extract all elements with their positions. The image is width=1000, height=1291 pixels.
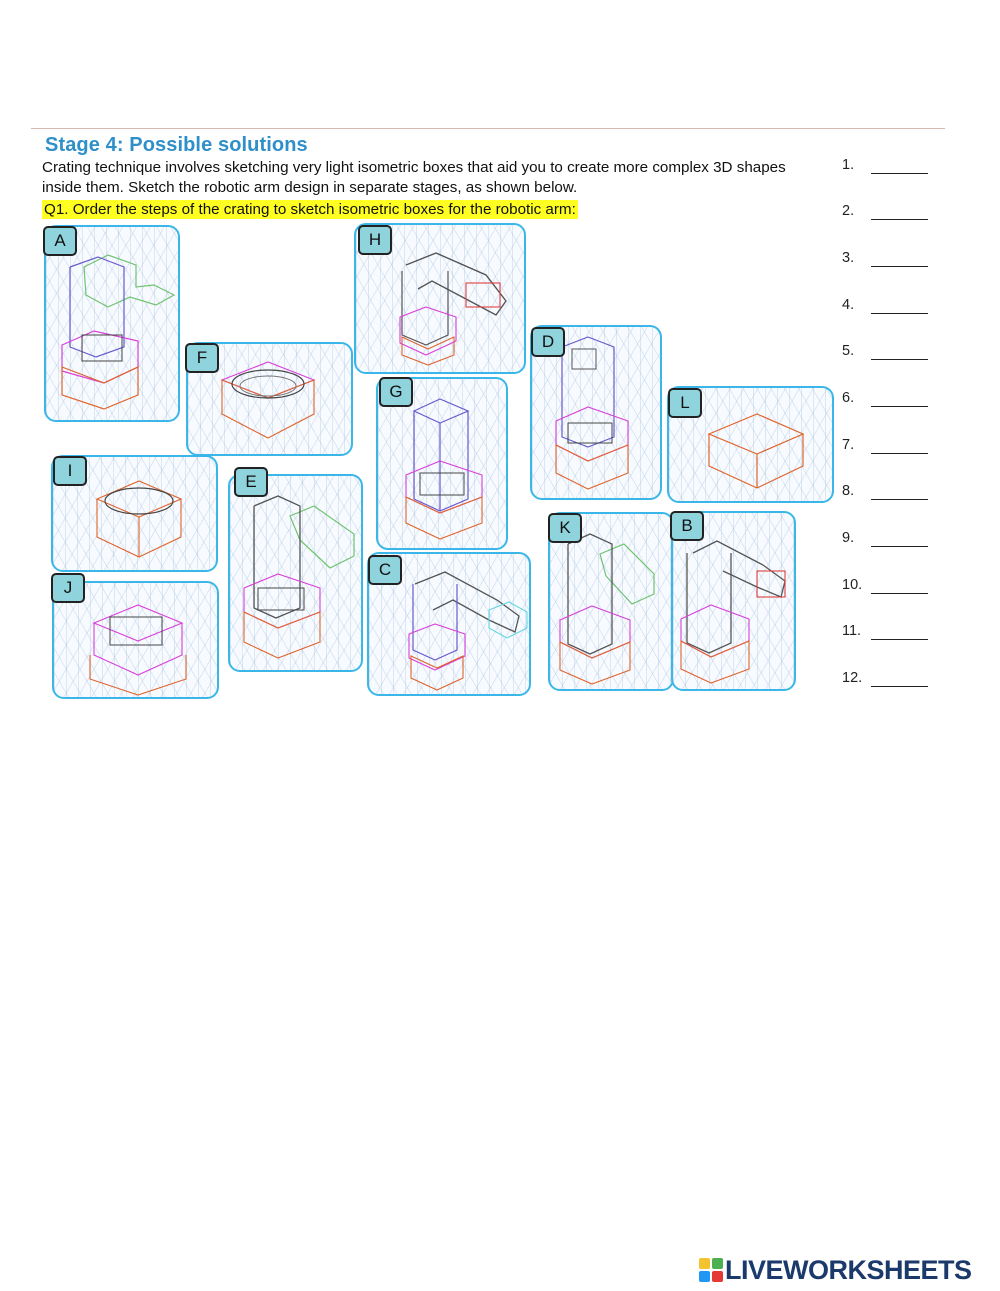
answer-number: 2. [842, 203, 855, 219]
sketch-card-e [228, 474, 363, 672]
card-label-f: F [185, 343, 219, 373]
instructions-text: Crating technique involves sketching very light isometric boxes that aid you to create more complex 3D shapes inside them. Sketch the robotic arm design in separate stages, as shown below. [42, 159, 786, 196]
answer-number: 12. [842, 670, 863, 686]
liveworksheets-logo-icon [699, 1258, 723, 1282]
card-label-c: C [368, 555, 402, 585]
card-label-i: I [53, 456, 87, 486]
answer-blank-6[interactable] [871, 406, 928, 407]
answer-blank-2[interactable] [871, 219, 928, 220]
answer-number: 5. [842, 343, 855, 359]
answer-row [838, 387, 938, 411]
answer-blank-4[interactable] [871, 313, 928, 314]
answer-blank-1[interactable] [871, 173, 928, 174]
answer-row [838, 574, 938, 598]
card-label-h: H [358, 225, 392, 255]
answer-row [838, 667, 938, 691]
question-text: Q1. Order the steps of the crating to sketch isometric boxes for the robotic arm: [44, 201, 576, 218]
answer-row [838, 247, 938, 271]
crate-sketch-e [230, 476, 361, 670]
page-title: Stage 4: Possible solutions [45, 134, 308, 156]
answer-row [838, 620, 938, 644]
answer-number: 4. [842, 297, 855, 313]
answer-number: 8. [842, 483, 855, 499]
answer-row [838, 200, 938, 224]
answer-row [838, 480, 938, 504]
answer-number: 10. [842, 577, 863, 593]
answer-number: 1. [842, 157, 855, 173]
card-label-b: B [670, 511, 704, 541]
answer-blank-11[interactable] [871, 639, 928, 640]
answer-number: 7. [842, 437, 855, 453]
answer-number: 3. [842, 250, 855, 266]
answer-number: 9. [842, 530, 855, 546]
answer-blank-7[interactable] [871, 453, 928, 454]
answer-blank-5[interactable] [871, 359, 928, 360]
answer-blank-12[interactable] [871, 686, 928, 687]
answer-blank-9[interactable] [871, 546, 928, 547]
answer-blank-3[interactable] [871, 266, 928, 267]
card-label-j: J [51, 573, 85, 603]
card-label-g: G [379, 377, 413, 407]
brand-name: LIVEWORKSHEETS [725, 1255, 972, 1285]
answer-number: 6. [842, 390, 855, 406]
card-label-l: L [668, 388, 702, 418]
answer-number: 11. [842, 623, 862, 639]
card-label-d: D [531, 327, 565, 357]
answer-row [838, 294, 938, 318]
answer-row [838, 154, 938, 178]
answer-blank-8[interactable] [871, 499, 928, 500]
answer-blank-10[interactable] [871, 593, 928, 594]
card-label-e: E [234, 467, 268, 497]
answer-row [838, 434, 938, 458]
card-label-a: A [43, 226, 77, 256]
card-label-k: K [548, 513, 582, 543]
answer-row [838, 340, 938, 364]
answer-row [838, 527, 938, 551]
